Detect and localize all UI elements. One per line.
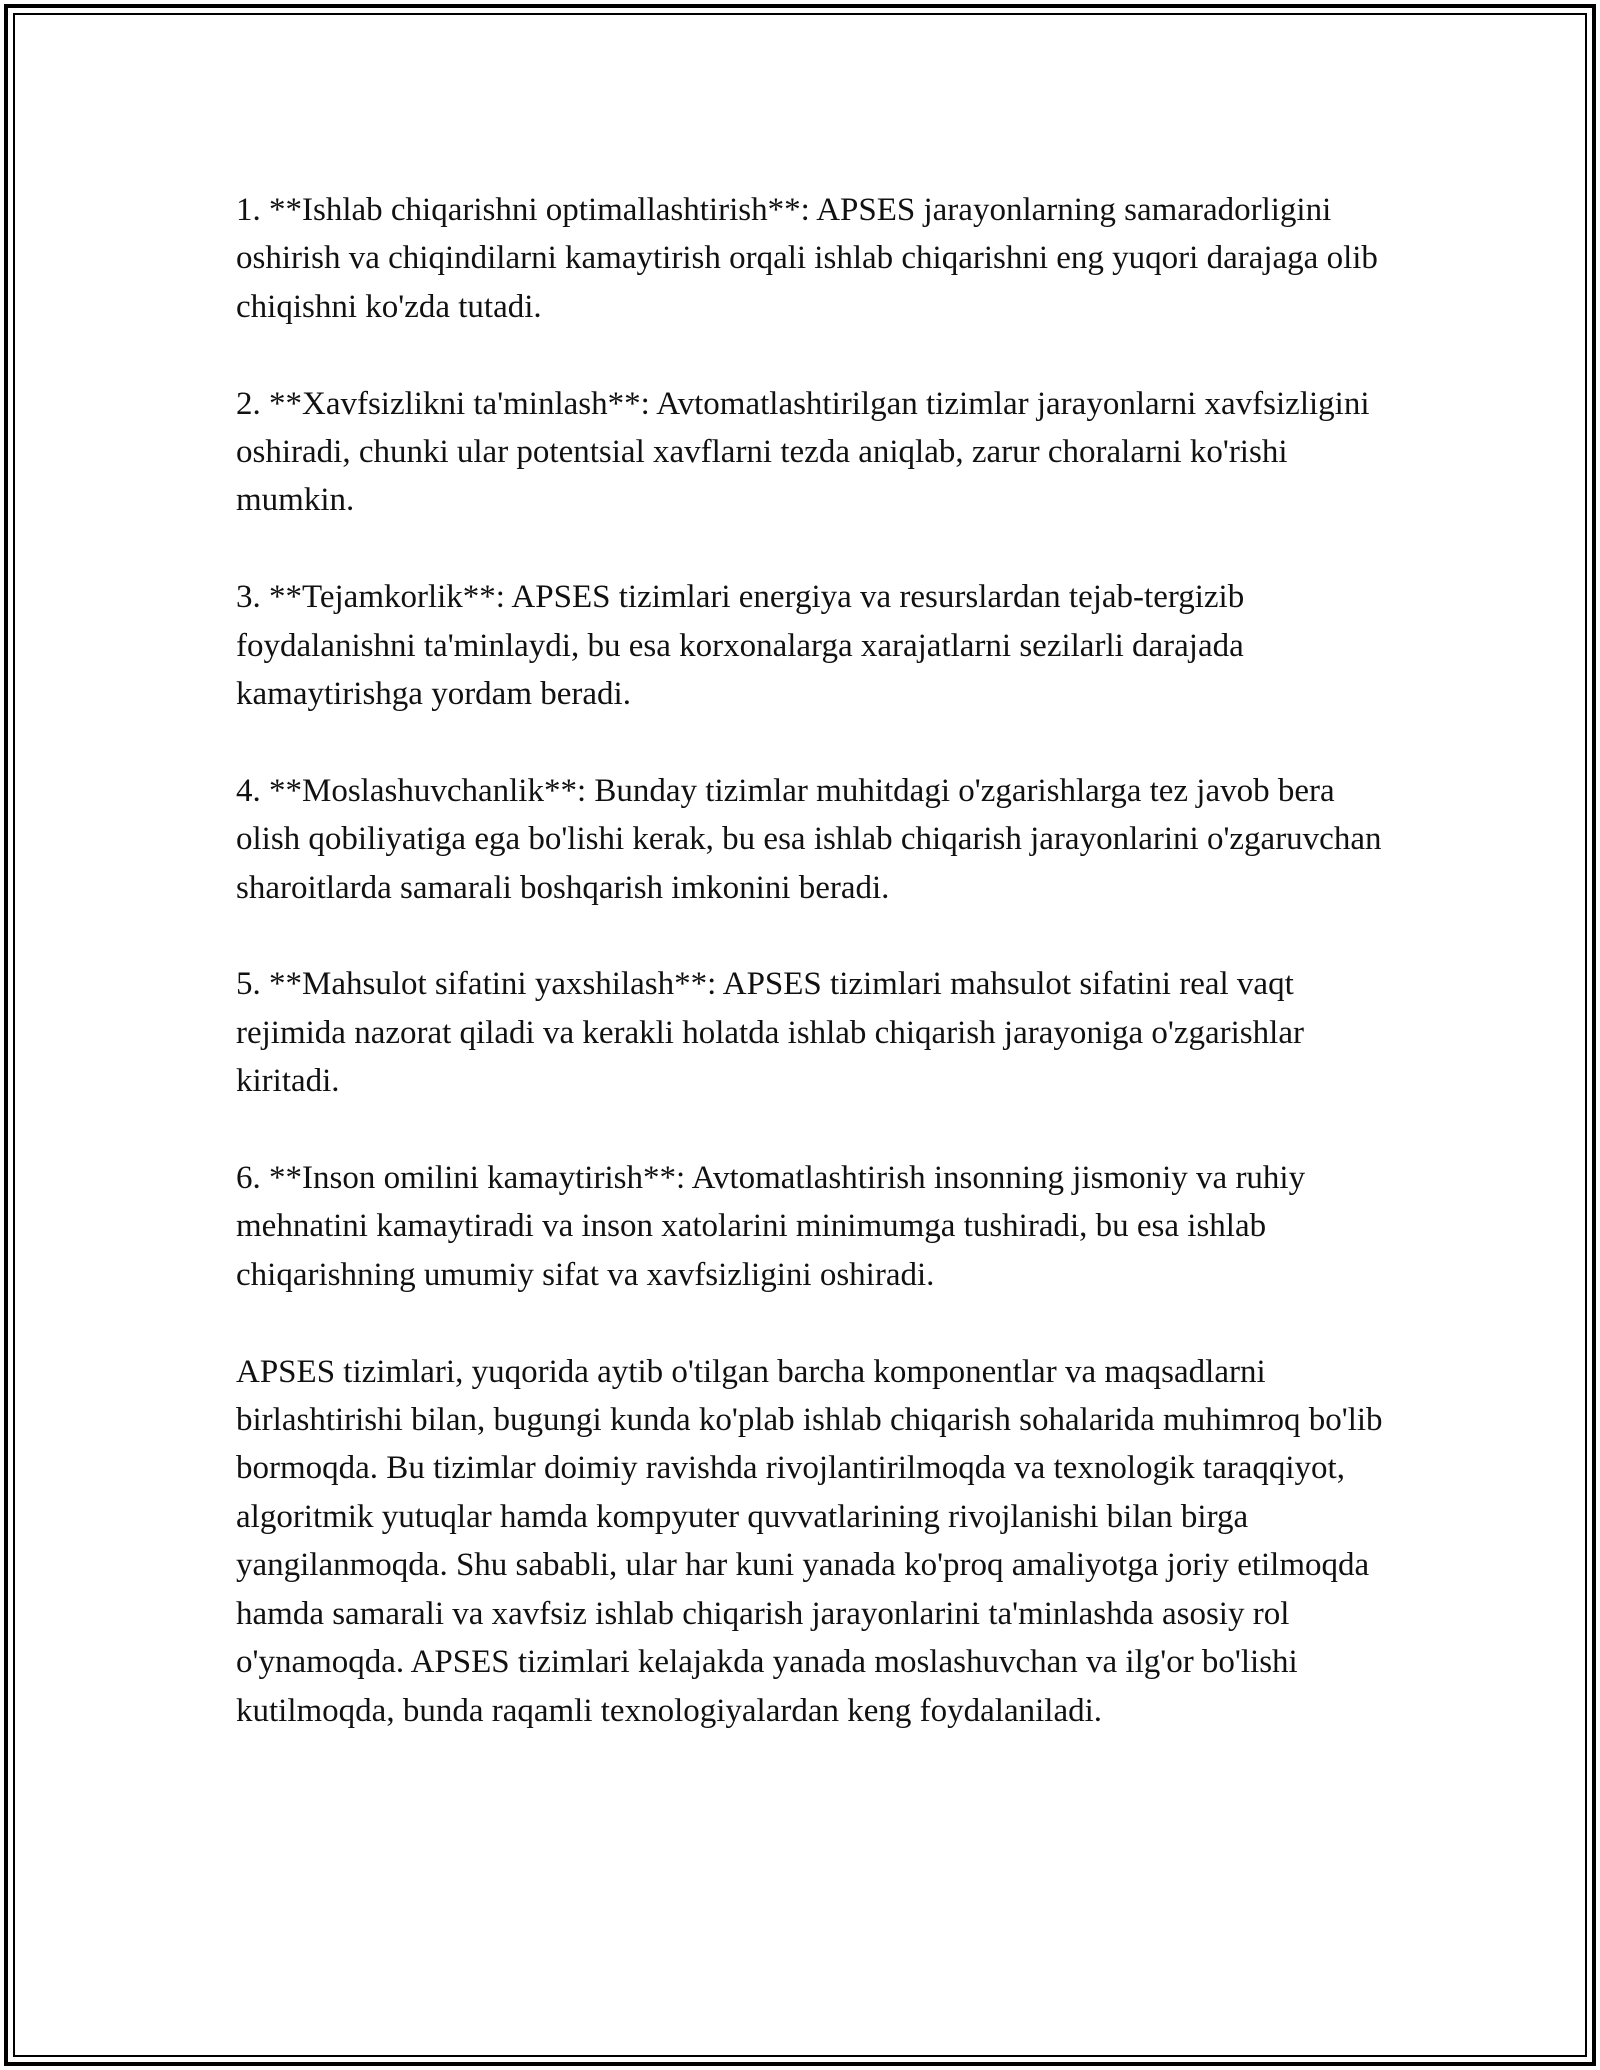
list-item-cost-efficiency: 3. **Tejamkorlik**: APSES tizimlari energiya va resurslardan tejab-tergizib foydalanishni ta'minlaydi, bu esa korxonalarga xarajatlarni sezilarli darajada kamaytirishga yordam beradi. — [236, 579, 1245, 713]
list-item-flexibility: 4. **Moslashuvchanlik**: Bunday tizimlar muhitdagi o'zgarishlarga tez javob bera olish qobiliyatiga ega bo'lishi kerak, bu esa ishlab chiqarish jarayonlarini o'zgaruvchan sharoitlarda samarali boshqarish imkonini beradi. — [236, 772, 1382, 906]
list-item-production-optimization: 1. **Ishlab chiqarishni optimallashtirish**: APSES jarayonlarning samaradorligini oshirish va chiqindilarni kamaytirish orqali ishlab chiqarishni eng yuqori darajaga olib chiqishni ko'zda tutadi. — [236, 192, 1378, 325]
conclusion-paragraph: APSES tizimlari, yuqorida aytib o'tilgan barcha komponentlar va maqsadlarni birlashtirishi bilan, bugungi kunda ko'plab ishlab chiqarish sohalarida muhimroq bo'lib bormoqda. Bu tizimlar doimiy ravishda rivojlantirilmoqda va texnologik taraqqiyot, algoritmik yutuqlar hamda kompyuter quvvatlarining rivojlanishi bilan birga yangilanmoqda. Shu sababli, ular har kuni yanada ko'proq amaliyotga joriy etilmoqda hamda samarali va xavfsiz ishlab chiqarish jarayonlarini ta'minlashda asosiy rol o'ynamoqda. APSES tizimlari kelajakda yanada moslashuvchan va ilg'or bo'lishi kutilmoqda, bunda raqamli texnologiyalardan keng foydalaniladi. — [236, 1353, 1383, 1729]
list-item-human-factor: 6. **Inson omilini kamaytirish**: Avtomatlashtirish insonning jismoniy va ruhiy mehnatini kamaytiradi va inson xatolarini minimumga tushiradi, bu esa ishlab chiqarishning umumiy sifat va xavfsizligini oshiradi. — [236, 1160, 1306, 1293]
document-body — [236, 186, 1386, 1735]
list-item-safety: 2. **Xavfsizlikni ta'minlash**: Avtomatlashtirilgan tizimlar jarayonlarni xavfsizligini oshiradi, chunki ular potentsial xavflarni tezda aniqlab, zarur choralarni ko'rishi mumkin. — [236, 385, 1370, 519]
list-item-product-quality: 5. **Mahsulot sifatini yaxshilash**: APSES tizimlari mahsulot sifatini real vaqt rejimida nazorat qiladi va kerakli holatda ishlab chiqarish jarayoniga o'zgarishlar kiritadi. — [236, 966, 1304, 1100]
